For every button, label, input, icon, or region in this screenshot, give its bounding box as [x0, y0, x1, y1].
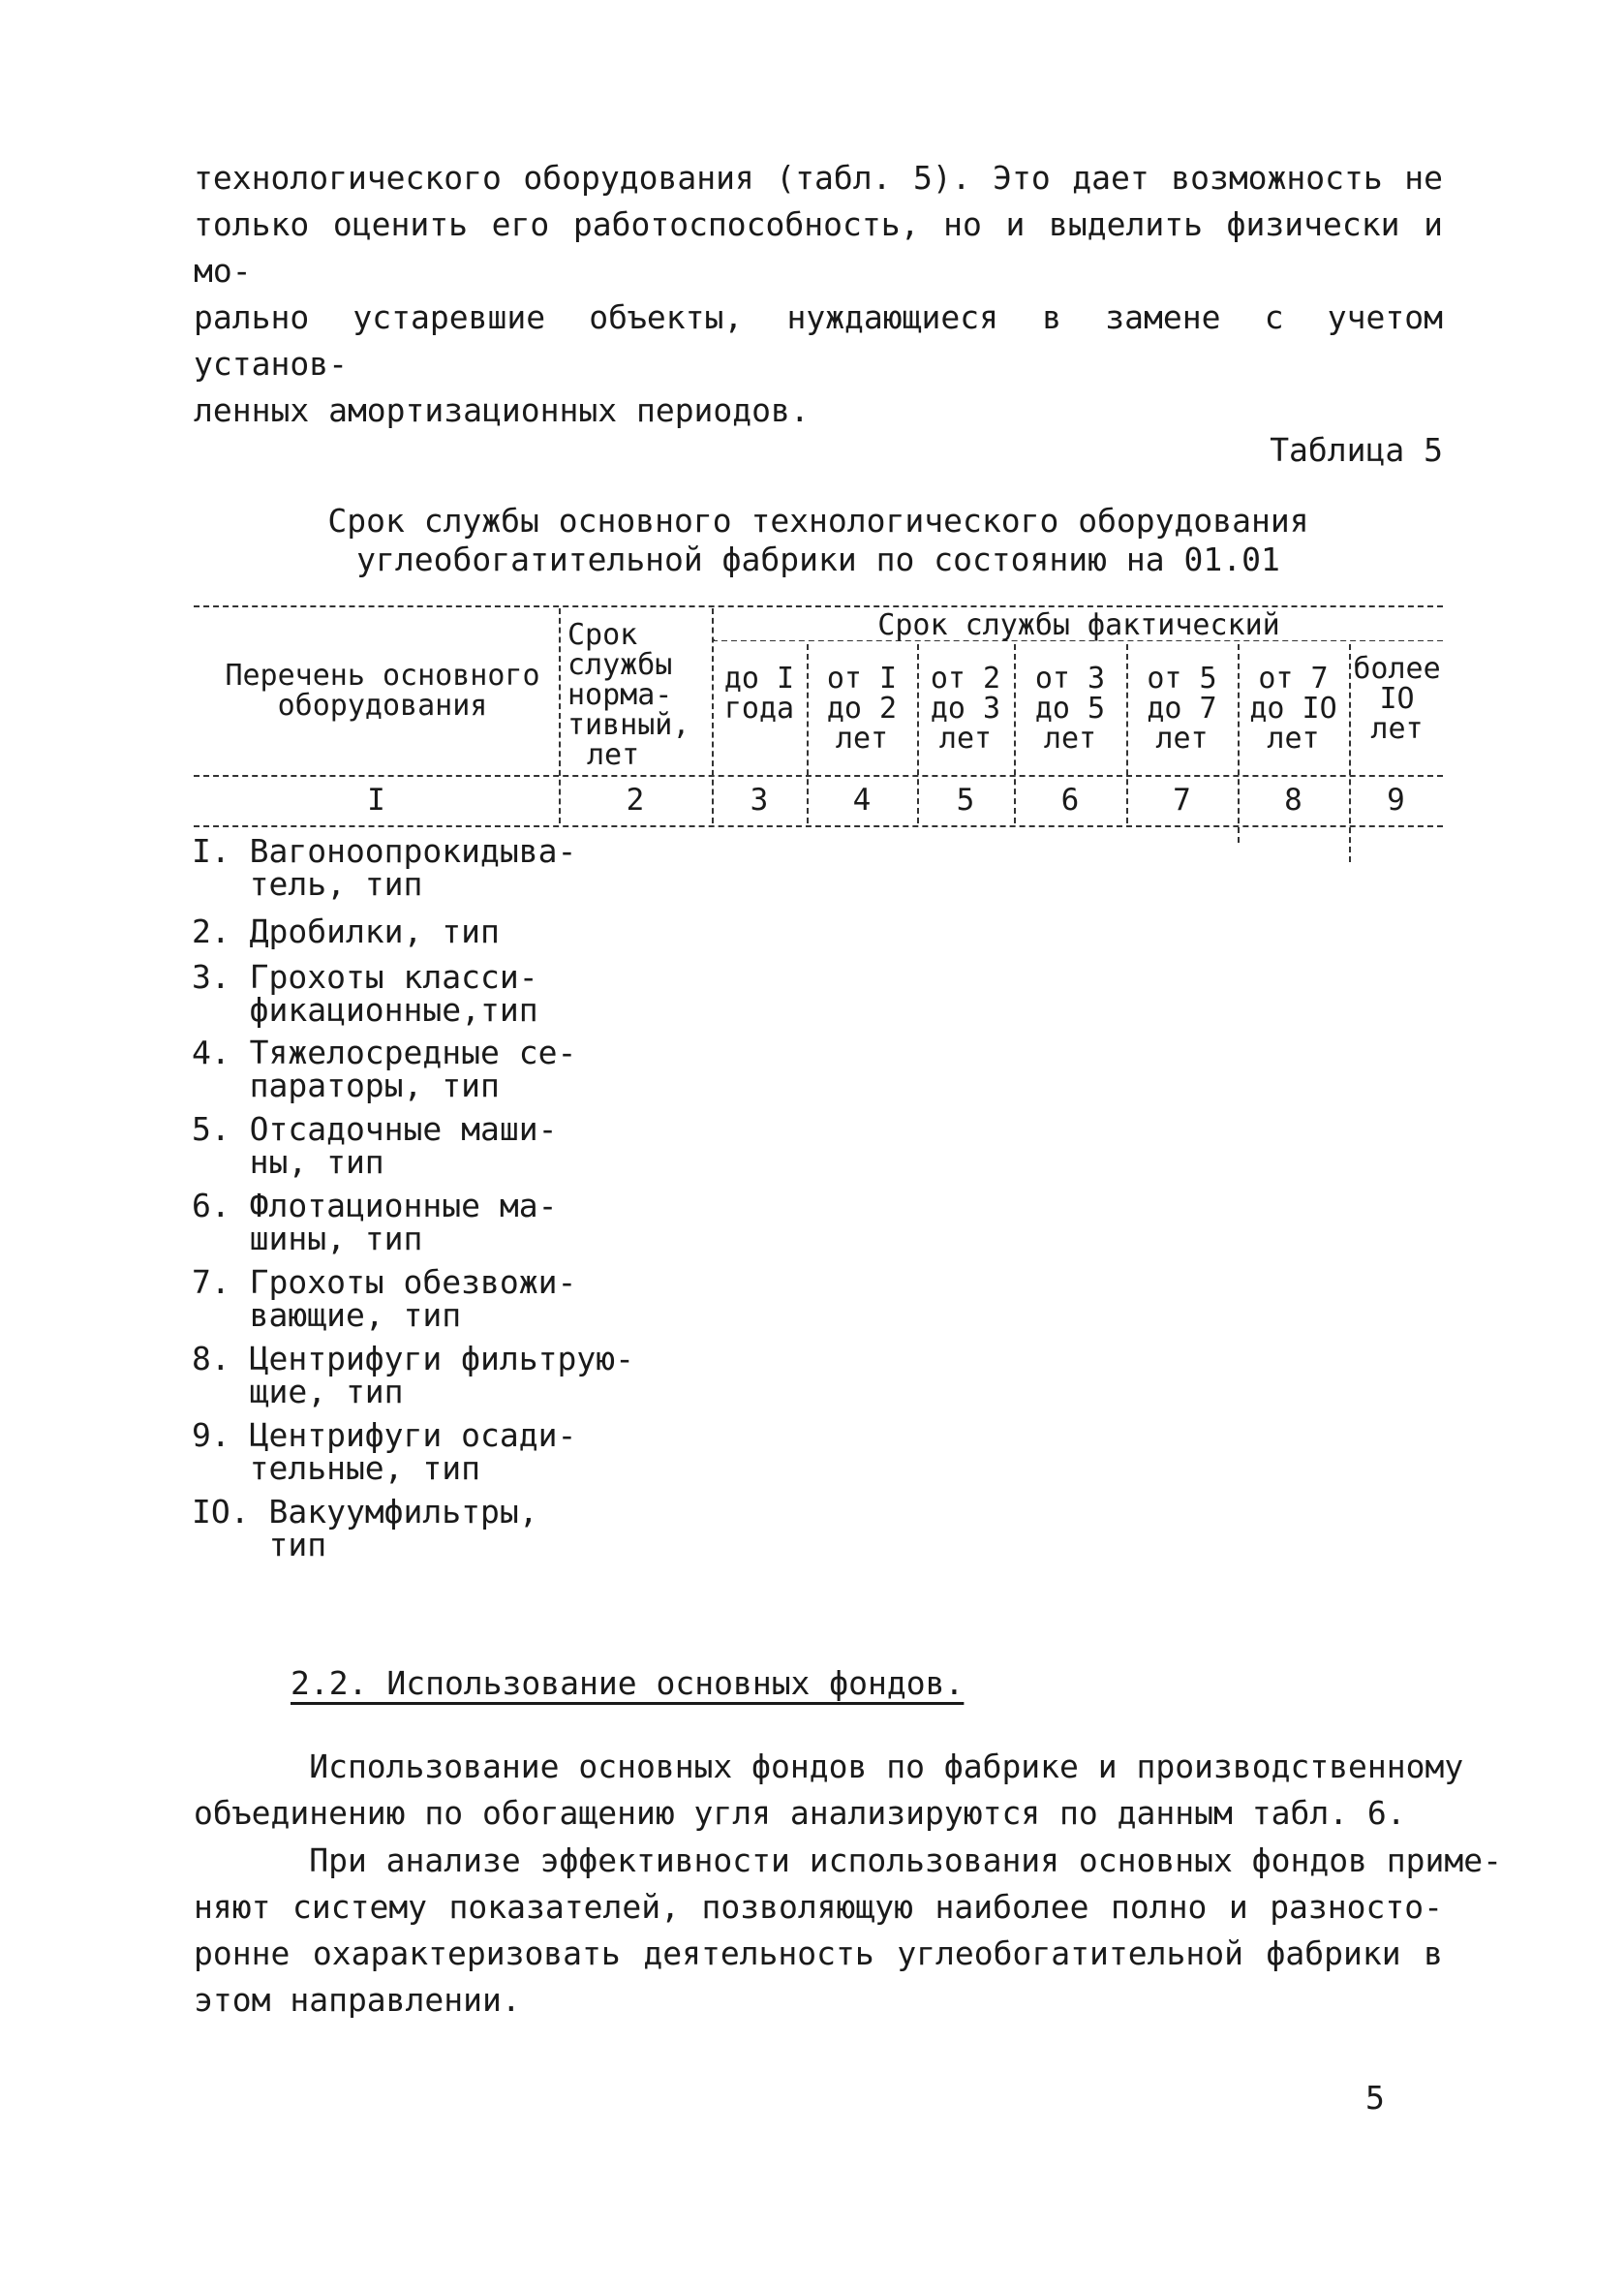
- column-number: 4: [852, 783, 872, 818]
- header-bottom-rule: [194, 775, 1443, 777]
- table-title-line: Срок службы основного технологического оборудования: [327, 502, 1309, 540]
- header-line: лет: [1370, 712, 1424, 746]
- header-line: более: [1353, 652, 1441, 686]
- row-line: тельные, тип: [192, 1449, 481, 1487]
- header-line: от 7: [1258, 662, 1329, 696]
- table-label: Таблица 5: [1270, 431, 1443, 469]
- column-number: 6: [1060, 783, 1080, 818]
- text-line: технологического оборудования (табл. 5). Это дает возможность не: [194, 159, 1443, 197]
- text-line: При анализе эффективности использования основных фондов приме-: [194, 1841, 1503, 1879]
- column-number: I: [367, 783, 385, 818]
- header-equipment-list: [208, 661, 557, 721]
- section-paragraph-1: [194, 1744, 1464, 1837]
- text-line: объединению по обогащению угля анализируются по данным табл. 6.: [194, 1794, 1406, 1832]
- header-line: лет: [938, 722, 993, 756]
- header-line: лет: [1155, 722, 1209, 756]
- header-col-8: [1240, 664, 1347, 754]
- header-normative-life: [562, 620, 713, 770]
- header-line: тивный,: [567, 708, 690, 742]
- header-line: до 2: [826, 692, 898, 726]
- row-line: тель, тип: [192, 865, 423, 903]
- text-line: рально устаревшие объекты, нуждающиеся в замене с учетом установ-: [194, 298, 1443, 383]
- table-row: [192, 1187, 558, 1257]
- table-row: [192, 1340, 634, 1410]
- row-line: 3. Грохоты класси-: [192, 958, 538, 996]
- header-col-3: [714, 664, 805, 724]
- table-row: [192, 1036, 576, 1102]
- header-col-4: [809, 664, 915, 754]
- table-row: [192, 1493, 538, 1563]
- header-line: от I: [826, 662, 898, 696]
- table-title-line: углеобогатительной фабрики по состоянию на 01.01: [356, 541, 1280, 578]
- header-line: оборудования: [277, 689, 488, 723]
- column-number-rule: [194, 825, 1443, 827]
- row-line: 5. Отсадочные маши-: [192, 1110, 558, 1148]
- table-row: [192, 1110, 558, 1181]
- text-line: этом направлении.: [194, 1981, 521, 2019]
- table-row: [192, 958, 538, 1029]
- row-line: параторы, тип: [192, 1067, 500, 1104]
- row-line: ны, тип: [192, 1143, 384, 1181]
- header-line: IO: [1379, 682, 1415, 716]
- section-title: 2.2. Использование основных фондов.: [291, 1664, 965, 1702]
- header-line: до 5: [1034, 692, 1106, 726]
- column-number: 8: [1284, 783, 1302, 818]
- table-row: [192, 915, 500, 948]
- header-line: лет: [835, 722, 889, 756]
- header-line: года: [723, 692, 795, 726]
- header-group-actual-life: Срок службы фактический: [715, 610, 1443, 640]
- column-number: 5: [956, 783, 975, 818]
- text-line: няют систему показателей, позволяющую наиболее полно и разносто-: [194, 1888, 1443, 1926]
- header-col-6: [1016, 664, 1124, 754]
- column-number: 3: [750, 783, 769, 818]
- header-line: до 3: [930, 692, 1001, 726]
- section-paragraph-2: [194, 1838, 1503, 2024]
- text-line: только оценить его работоспособность, но и выделить физически и мо-: [194, 205, 1443, 290]
- header-col-5: [919, 664, 1012, 754]
- header-line: до 7: [1147, 692, 1217, 726]
- page-number: 5: [1365, 2079, 1385, 2117]
- text-line: Использование основных фондов по фабрике и производственному: [194, 1748, 1464, 1785]
- column-number: 7: [1173, 783, 1191, 818]
- row-line: 9. Центрифуги осади-: [192, 1416, 577, 1454]
- row-line: 6. Флотационные ма-: [192, 1187, 558, 1224]
- intro-paragraph: [194, 155, 1443, 434]
- header-line: лет: [1043, 722, 1097, 756]
- table-row: [192, 1416, 577, 1487]
- header-line: от 3: [1034, 662, 1106, 696]
- header-line: Срок: [567, 618, 638, 652]
- text-line: ронне охарактеризовать деятельность углеобогатительной фабрики в: [194, 1934, 1443, 1972]
- row-line: щие, тип: [192, 1373, 404, 1410]
- row-line: тип: [192, 1526, 327, 1563]
- table-title: [194, 502, 1443, 579]
- header-col-7: [1128, 664, 1236, 754]
- column-number: 2: [626, 783, 645, 818]
- header-line: от 5: [1147, 662, 1217, 696]
- header-line: до I: [723, 662, 795, 696]
- row-line: вающие, тип: [192, 1296, 462, 1334]
- row-line: фикационные,тип: [192, 991, 538, 1029]
- header-line: Перечень основного: [225, 659, 540, 693]
- header-line: от 2: [930, 662, 1001, 696]
- table-row: [192, 1263, 577, 1334]
- header-col-9: [1351, 654, 1443, 744]
- table-top-rule: [194, 605, 1443, 607]
- row-line: 7. Грохоты обезвожи-: [192, 1263, 577, 1301]
- header-line: лет: [587, 738, 640, 772]
- row-line: I. Вагоноопрокидыва-: [192, 832, 577, 870]
- column-number: 9: [1387, 783, 1405, 818]
- header-line: службы: [567, 648, 673, 682]
- row-line: 2. Дробилки, тип: [192, 913, 500, 950]
- text-line: ленных амортизационных периодов.: [194, 391, 810, 429]
- header-line: норма-: [567, 678, 673, 712]
- header-line: лет: [1267, 722, 1320, 756]
- table-row: [192, 832, 577, 903]
- row-line: 8. Центрифуги фильтрую-: [192, 1340, 634, 1377]
- row-line: 4. Тяжелосредные се-: [192, 1034, 577, 1071]
- header-line: до IO: [1249, 692, 1337, 726]
- row-line: шины, тип: [192, 1220, 423, 1257]
- row-line: IO. Вакуумфильтры,: [192, 1493, 538, 1531]
